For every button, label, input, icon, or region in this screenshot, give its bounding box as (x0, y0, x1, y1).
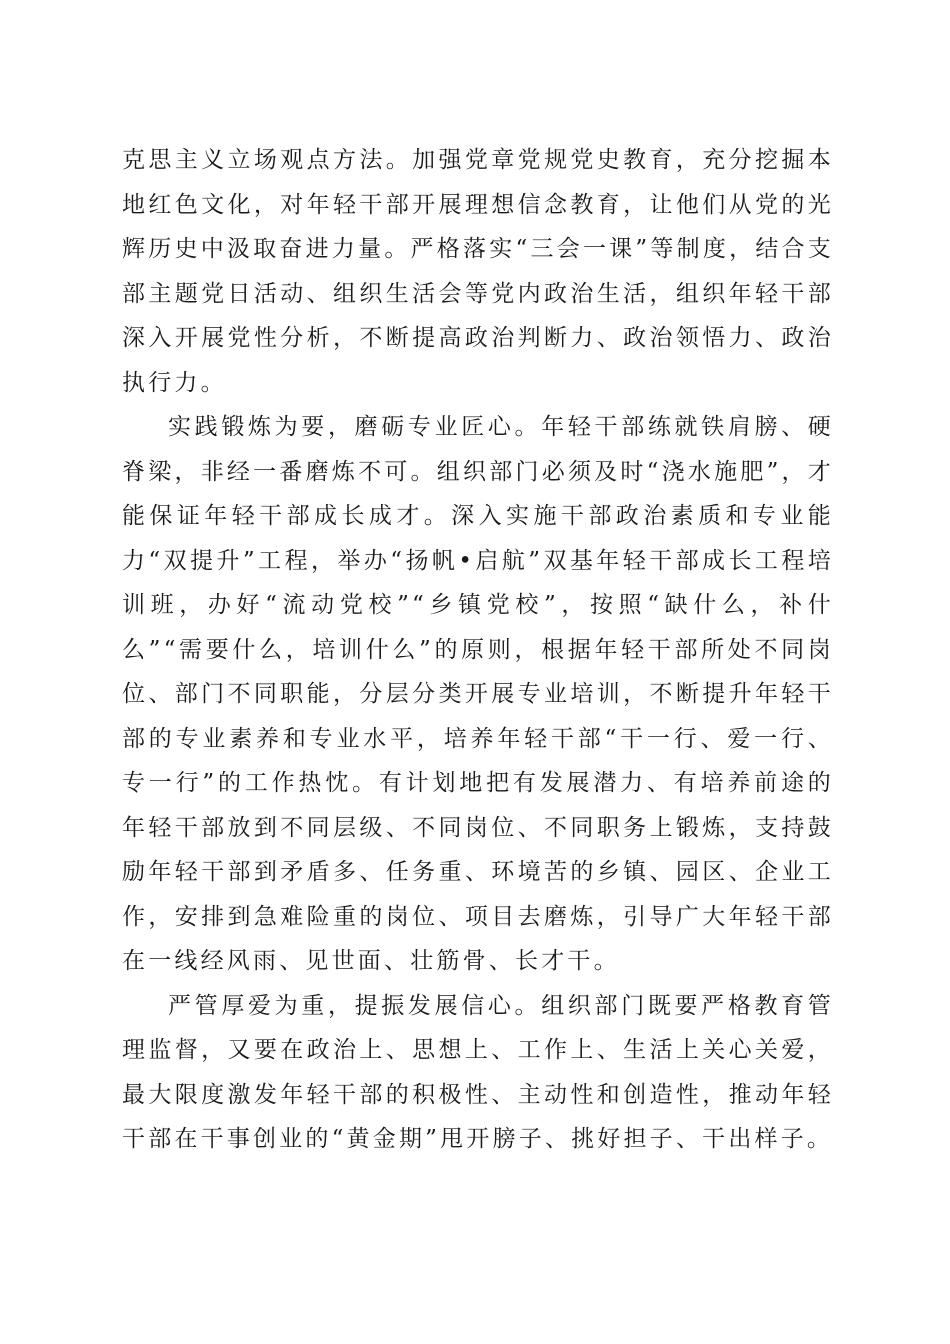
paragraph-strict-care: 严管厚爱为重，提振发展信心。组织部门既要严格教育管理监督，又要在政治上、思想上、工作上、生活上关心关爱，最大限度激发年轻干部的积极性、主动性和创造性，推动年轻干部在干事创业的“黄金期”甩开膀子、挑好担子、干出样子。 (122, 992, 834, 1152)
body-text (122, 138, 834, 1162)
paragraph-practice-training: 实践锻炼为要，磨砺专业匠心。年轻干部练就铁肩膀、硬脊梁，非经一番磨炼不可。组织部门必须及时“浇水施肥”，才能保证年轻干部成长成才。深入实施干部政治素质和专业能力“双提升”工程，举办“扬帆•启航”双基年轻干部成长工程培训班，办好“流动党校”“乡镇党校”，按照“缺什么，补什么”“需要什么，培训什么”的原则，根据年轻干部所处不同岗位、部门不同职能，分层分类开展专业培训，不断提升年轻干部的专业素养和专业水平，培养年轻干部“干一行、爱一行、专一行”的工作热忱。有计划地把有发展潜力、有培养前途的年轻干部放到不同层级、不同岗位、不同职务上锻炼，支持鼓励年轻干部到矛盾多、任务重、环境苦的乡镇、园区、企业工作，安排到急难险重的岗位、项目去磨炼，引导广大年轻干部在一线经风雨、见世面、壮筋骨、长才干。 (122, 414, 834, 974)
paragraph-continuation: 克思主义立场观点方法。加强党章党规党史教育，充分挖掘本地红色文化，对年轻干部开展理想信念教育，让他们从党的光辉历史中汲取奋进力量。严格落实“三会一课”等制度，结合支部主题党日活动、组织生活会等党内政治生活，组织年轻干部深入开展党性分析，不断提高政治判断力、政治领悟力、政治执行力。 (122, 147, 834, 396)
